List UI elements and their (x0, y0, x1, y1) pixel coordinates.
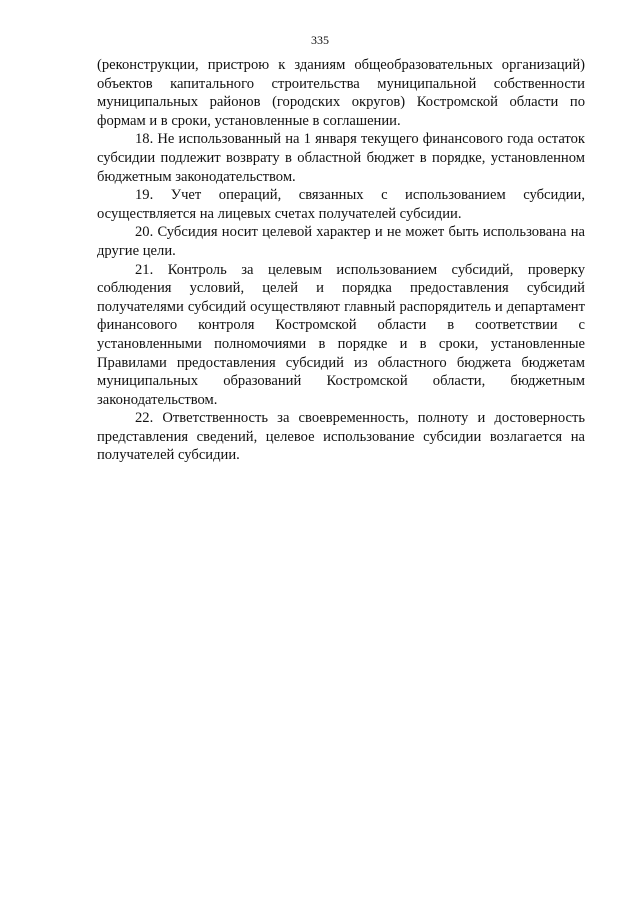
paragraph-continuation: (реконструкции, пристрою к зданиям общеобразовательных организаций) объектов капитального строительства муниципальной собственности муниципальных районов (городских округов) Костромской области по формам и в сроки, установленные в соглашении. (97, 57, 585, 129)
paragraph-20: 20. Субсидия носит целевой характер и не может быть использована на другие цели. (97, 224, 585, 259)
paragraph-18: 18. Не использованный на 1 января текущего финансового года остаток субсидии подлежит возврату в областной бюджет в порядке, установленном бюджетным законодательством. (97, 131, 585, 185)
paragraph-21: 21. Контроль за целевым использованием субсидий, проверку соблюдения условий, целей и порядка предоставления субсидий получателями субсидий осуществляют главный распорядитель и департамент финансового контроля Костромской области в соответствии с установленными полномочиями в порядке и в сроки, установленные Правилами предоставления субсидий из областного бюджета бюджетам муниципальных образований Костромской области, бюджетным законодательством. (97, 261, 585, 408)
document-body (97, 56, 585, 465)
page-number: 335 (311, 33, 329, 47)
paragraph-22: 22. Ответственность за своевременность, полноту и достоверность представления сведений, целевое использование субсидии возлагается на получателей субсидии. (97, 410, 585, 464)
paragraph-19: 19. Учет операций, связанных с использованием субсидии, осуществляется на лицевых счетах получателей субсидии. (97, 187, 585, 222)
